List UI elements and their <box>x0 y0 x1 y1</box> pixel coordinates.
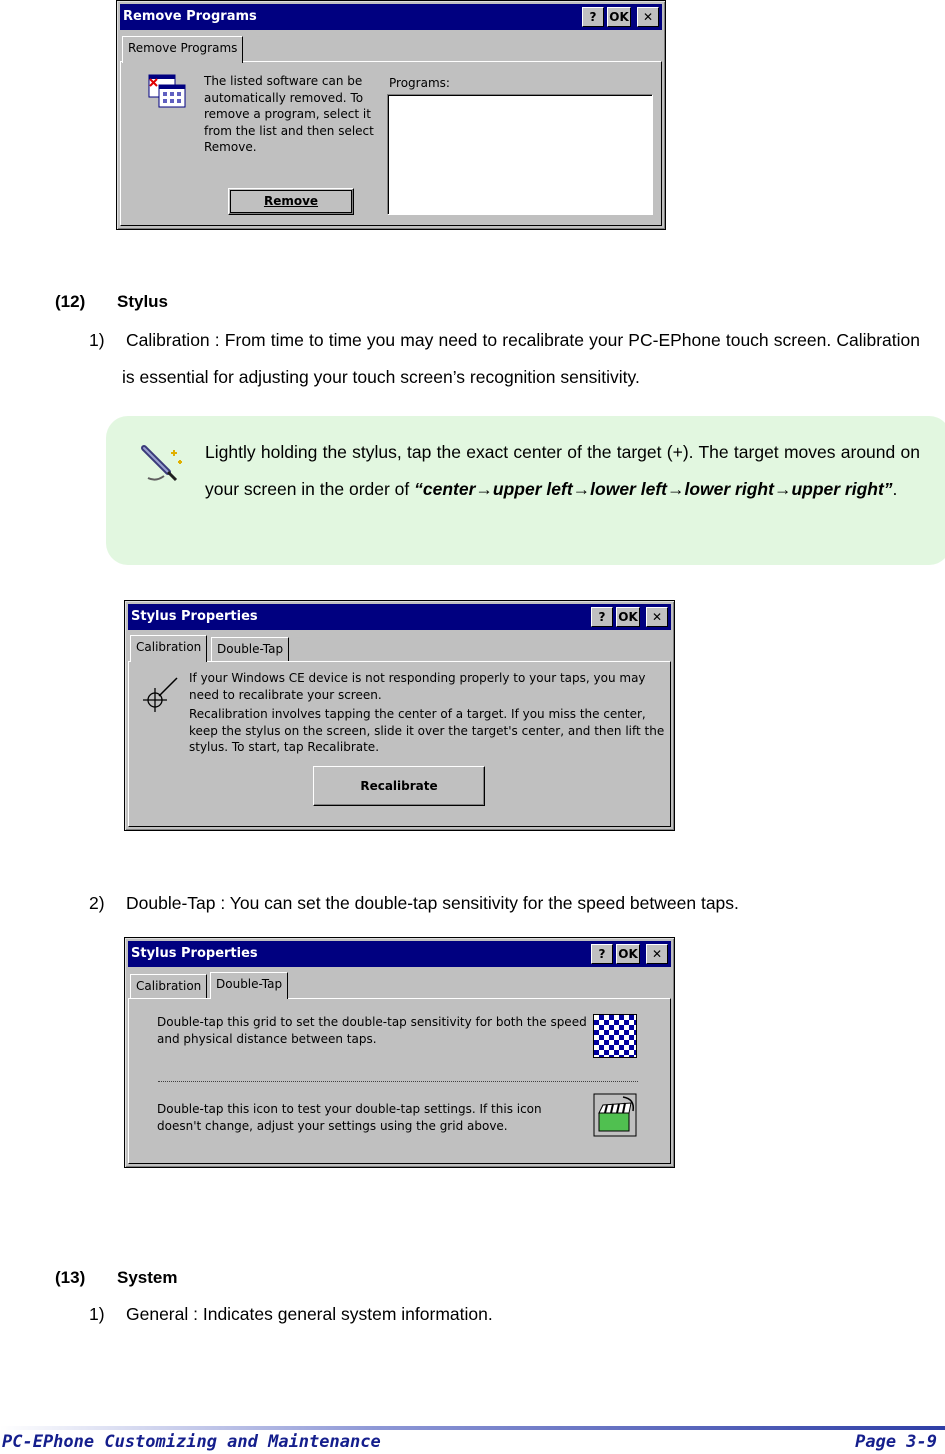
tip-note-text <box>205 434 920 508</box>
note-lead: Lightly holding the stylus, tap the exact center of the target (+). The target moves around on your screen in the order of <box>205 442 920 499</box>
help-button[interactable]: ? <box>591 607 613 627</box>
dialog-title: Stylus Properties <box>131 946 258 961</box>
calibration-text-2: Recalibration involves tapping the center of a target. If you miss the center, keep the stylus on the screen, slide it over the target's center, and then lift the stylus. To start, tap Recalibrate. <box>189 707 665 754</box>
note-seq-center: “center <box>414 479 476 499</box>
ok-button[interactable]: OK <box>616 607 640 627</box>
tab-calibration[interactable]: Calibration <box>130 635 207 662</box>
page-number: Page 3-9 <box>855 1432 937 1452</box>
stylus-properties-double-tap-dialog <box>124 937 675 1168</box>
dialog-title: Stylus Properties <box>131 609 258 624</box>
calibration-text-1: If your Windows CE device is not responding properly to your taps, you may need to recalibrate your screen. <box>189 671 646 702</box>
recalibrate-button-label: Recalibrate <box>360 779 438 793</box>
stylus-pen-icon <box>138 442 184 484</box>
dialog-title-bar <box>120 4 662 30</box>
divider-line <box>158 1081 638 1082</box>
general-paragraph: General : Indicates general system information. <box>126 1304 493 1324</box>
crosshair-target-icon <box>141 674 181 714</box>
note-seq-lower-left: lower left <box>590 479 667 499</box>
section-12-number: (12) <box>55 292 86 311</box>
programs-label: Programs: <box>389 76 450 90</box>
note-seq-lower-right: lower right <box>684 479 774 499</box>
help-button[interactable]: ? <box>582 7 604 27</box>
item-1-number: 1) <box>89 1304 105 1324</box>
ok-button[interactable]: OK <box>616 944 640 964</box>
section-13-number: (13) <box>55 1268 86 1287</box>
double-tap-paragraph: Double-Tap : You can set the double-tap sensitivity for the speed between taps. <box>126 893 739 913</box>
programs-list[interactable] <box>387 94 653 215</box>
section-13-title: System <box>117 1268 178 1287</box>
double-tap-grid-text: Double-tap this grid to set the double-tap sensitivity for both the speed and physical distance between taps. <box>157 1015 587 1046</box>
stylus-properties-calibration-dialog <box>124 600 675 831</box>
footer-rule <box>0 1426 945 1430</box>
dialog-title: Remove Programs <box>123 9 257 24</box>
calibration-paragraph: Calibration : From time to time you may need to recalibrate your PC-EPhone touch screen. Calibration is essential for adjusting your touch screen’s recognition sensitivity. <box>122 330 920 387</box>
note-arrow-icon: → <box>475 479 493 499</box>
note-arrow-icon: → <box>572 479 591 499</box>
remove-button-label: Remove <box>263 194 319 208</box>
note-seq-upper-right: upper right” <box>791 479 893 499</box>
double-tap-checker-grid[interactable] <box>593 1014 637 1058</box>
close-button[interactable]: ✕ <box>646 944 668 964</box>
note-end: . <box>892 479 898 499</box>
remove-description: The listed software can be automatically removed. To remove a program, select it from the list and then select Remove. <box>204 74 374 154</box>
close-button[interactable]: ✕ <box>637 7 659 27</box>
note-arrow-icon: → <box>773 479 792 499</box>
remove-button[interactable] <box>228 188 354 215</box>
remove-programs-dialog <box>116 0 666 230</box>
tab-double-tap[interactable]: Double-Tap <box>211 637 289 661</box>
help-button[interactable]: ? <box>591 944 613 964</box>
dialog-title-bar <box>128 941 671 967</box>
tab-calibration[interactable]: Calibration <box>130 974 207 998</box>
note-seq-upper-left: upper left <box>492 479 573 499</box>
ok-button[interactable]: OK <box>607 7 631 27</box>
recalibrate-button[interactable] <box>313 766 485 806</box>
double-tap-test-text: Double-tap this icon to test your double-tap settings. If this icon doesn't change, adjust your settings using the grid above. <box>157 1102 542 1133</box>
section-12-title: Stylus <box>117 292 169 311</box>
tab-double-tap[interactable]: Double-Tap <box>210 972 288 999</box>
tab-remove-programs[interactable]: Remove Programs <box>122 36 243 63</box>
item-2-number: 2) <box>89 893 105 913</box>
close-button[interactable]: ✕ <box>646 607 668 627</box>
clapperboard-test-icon[interactable] <box>593 1093 637 1137</box>
note-arrow-icon: → <box>666 479 685 499</box>
programs-window-icon <box>147 73 187 109</box>
dialog-title-bar <box>128 604 671 630</box>
item-1-number: 1) <box>89 330 105 350</box>
footer-title: PC-EPhone Customizing and Maintenance <box>2 1432 381 1452</box>
